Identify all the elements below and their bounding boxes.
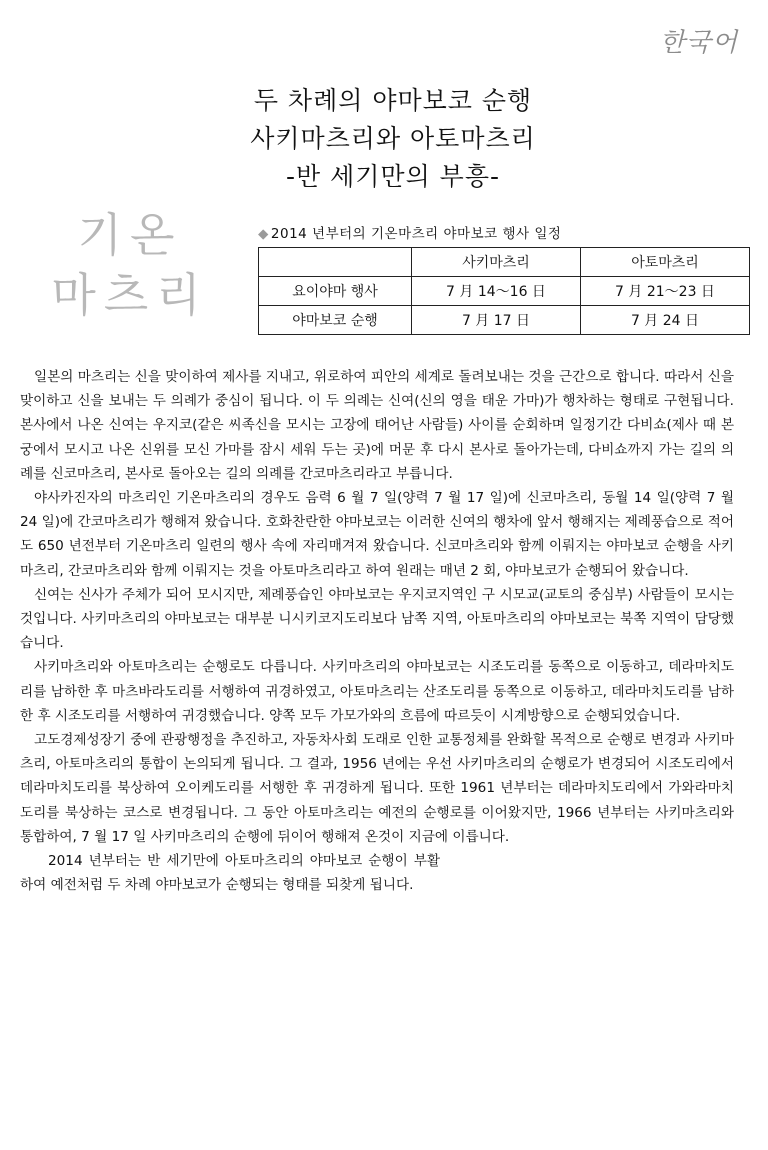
cell-yoiyama-saki: 7 月 14～16 日 — [412, 277, 581, 306]
paragraph-6: 2014 년부터는 반 세기만에 아토마츠리의 야마보코 순행이 부활하여 예전처럼 두 차례 야마보코가 순행되는 형태를 되찾게 됩니다. — [20, 853, 440, 894]
table-header-ato: 아토마츠리 — [581, 248, 750, 277]
paragraph-1: 일본의 마츠리는 신을 맞이하여 제사를 지내고, 위로하여 피안의 세계로 돌려보내는 것을 근간으로 합니다. 따라서 신을 맞이하고 신을 보내는 두 의례가 중심이 됩니다. 이 두 의례는 신여(신의 영을 태운 가마)가 행차하는 형태로 구현됩니다. 본사에서 나온 신여는 우지코(같은 씨족신을 모시는 고장에 태어난 사람들) 사이를 순회하며 일정기간 다비쇼(제사 때 본궁에서 모시고 나온 신위를 모신 가마를 잠시 세워 두는 곳)에 머문 후 다시 본사로 돌아가는데, 다비쇼까지 가는 길의 의례를 신코마츠리, 본사로 돌아오는 길의 의례를 간코마츠리라고 부릅니다. — [20, 369, 734, 482]
document-title — [0, 82, 768, 196]
table-header-empty — [259, 248, 412, 277]
table-header-saki: 사키마츠리 — [412, 248, 581, 277]
schedule-section — [258, 222, 750, 335]
cell-procession-ato: 7 月 24 日 — [581, 306, 750, 335]
body-text — [20, 365, 734, 897]
schedule-caption — [258, 222, 750, 242]
schedule-caption-text: 2014 년부터의 기온마츠리 야마보코 행사 일정 — [270, 226, 562, 242]
paragraph-5: 고도경제성장기 중에 관광행정을 추진하고, 자동차사회 도래로 인한 교통정체를 완화할 목적으로 순행로 변경과 사키마츠리, 아토마츠리의 통합이 논의되게 됩니다. 그 결과, 1956 년에는 우선 사키마츠리의 순행로가 변경되어 시조도리에서 데라마치도리를 북상하여 오이케도리를 서행한 후 귀경하게 됩니다. 또한 1961 년부터는 데라마치도리에서 가와라마치도리를 북상하는 코스로 변경됩니다. 그 동안 아토마츠리는 예전의 순행로를 이어왔지만, 1966 년부터는 사키마츠리와 통합하여, 7 월 17 일 사키마츠리의 순행에 뒤이어 행해져 온것이 지금에 이릅니다. — [20, 732, 734, 845]
paragraph-2: 야사카진자의 마츠리인 기온마츠리의 경우도 음력 6 월 7 일(양력 7 월 17 일)에 신코마츠리, 동월 14 일(양력 7 월 24 일)에 간코마츠리가 행해져 왔습니다. 호화찬란한 야마보코는 이러한 신여의 행차에 앞서 행해지는 제례풍습으로 적어도 650 년전부터 기온마츠리 일련의 행사 속에 자리매겨져 왔습니다. 신코마츠리와 함께 이뤄지는 야마보코 순행을 사키마츠리, 간코마츠리와 함께 이뤄지는 것을 아토마츠리라고 하여 원래는 매년 2 회, 야마보코가 순행되어 왔습니다. — [20, 490, 734, 579]
paragraph-4: 사키마츠리와 아토마츠리는 순행로도 다릅니다. 사키마츠리의 야마보코는 시조도리를 동쪽으로 이동하고, 데라마치도리를 남하한 후 마츠바라도리를 서행하여 귀경하였고, 아토마츠리는 산조도리를 동쪽으로 이동하고, 데라마치도리를 남하한 후 시조도리를 서행하여 귀경했습니다. 양쪽 모두 가모가와의 흐름에 따르듯이 시계방향으로 순행되었습니다. — [20, 659, 734, 724]
cell-procession-saki: 7 月 17 日 — [412, 306, 581, 335]
side-title-line-1: 기온 — [77, 208, 183, 262]
language-label: 한국어 — [659, 28, 738, 58]
diamond-bullet-icon: ◆ — [258, 226, 269, 242]
row-label-procession: 야마보코 순행 — [259, 306, 412, 335]
side-watermark-title — [50, 205, 210, 325]
table-header-row — [259, 248, 750, 277]
paragraph-3: 신여는 신사가 주체가 되어 모시지만, 제례풍습인 야마보코는 우지코지역인 구 시모교(교토의 중심부) 사람들이 모시는 것입니다. 사키마츠리의 야마보코는 대부분 니시키코지도리보다 남쪽 지역, 아토마츠리의 야마보코는 북쪽 지역이 담당했습니다. — [20, 586, 734, 652]
title-line-2: 사키마츠리와 아토마츠리 — [250, 124, 536, 153]
schedule-table — [258, 247, 750, 335]
row-label-yoiyama: 요이야마 행사 — [259, 277, 412, 306]
table-row — [259, 306, 750, 335]
title-line-3: -반 세기만의 부흥- — [286, 162, 500, 191]
title-line-1: 두 차례의 야마보코 순행 — [253, 86, 533, 115]
cell-yoiyama-ato: 7 月 21～23 日 — [581, 277, 750, 306]
side-title-line-2: 마츠리 — [51, 268, 209, 322]
table-row — [259, 277, 750, 306]
